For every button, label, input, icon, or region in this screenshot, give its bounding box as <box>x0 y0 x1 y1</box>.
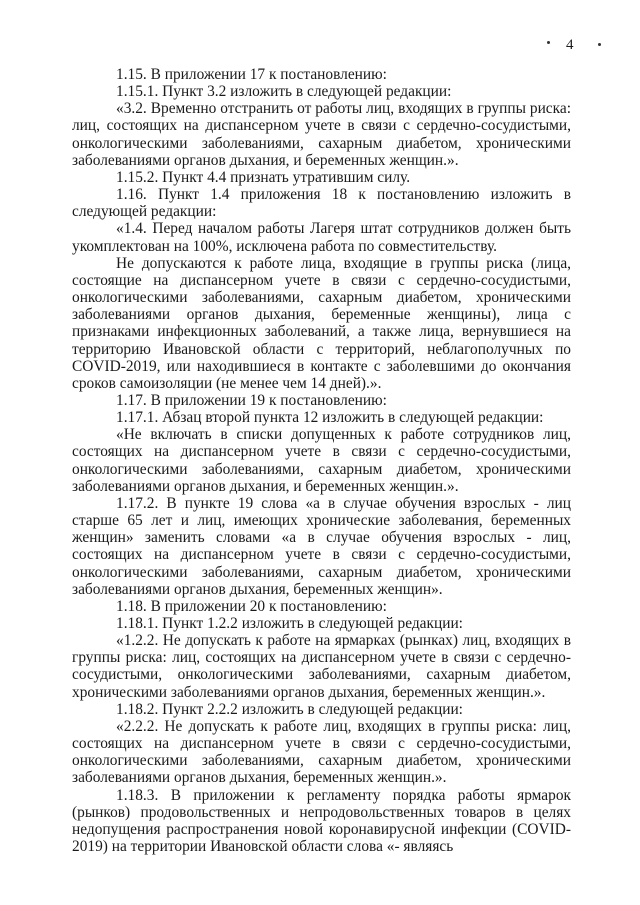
paragraph: «2.2.2. Не допускать к работе лиц, входящих в группы риска: лиц, состоящих на диспансерном учете в связи с сердечно-сосудистыми, онкологическими заболеваниями, сахарным диабетом, хроническими заболеваниями органов дыхания, беременных женщин.». <box>72 717 571 787</box>
paragraph: 1.18.1. Пункт 1.2.2 изложить в следующей редакции: <box>116 615 463 632</box>
paragraph: 1.15.1. Пункт 3.2 изложить в следующей редакции: <box>116 83 452 101</box>
paragraph: 1.15.2. Пункт 4.4 признать утратившим силу. <box>116 168 411 186</box>
paragraph: «Не включать в списки допущенных к работе сотрудников лиц, состоящих на диспансерном учете в связи с сердечно-сосудистыми, онкологическими заболеваниями, сахарным диабетом, хроническими заболеваниями органов дыхания, и беременных женщин.». <box>72 426 571 495</box>
paragraph: 1.15. В приложении 17 к постановлению: <box>116 66 387 83</box>
paragraph: Не допускаются к работе лица, входящие в группы риска (лица, состоящие на диспансерном учете в связи с сердечно-сосудистыми, онкологическими заболеваниями, сахарным диабетом, хроническими заболеваниями органов дыхания, беременные женщины), лица с признаками инфекционных заболеваний, а также лица, вернувшиеся на территорию Ивановской области с территорий, неблагополучных по COVID-2019, или находившиеся в контакте с заболевшими до окончания сроков самоизоляции (не менее чем 14 дней).». <box>72 254 571 392</box>
paragraph: 1.18.3. В приложении к регламенту порядка работы ярмарок (рынков) продовольственных и непродовольственных товаров в целях недопущения распространения новой коронавирусной инфекции (COVID-2019) на территории Ивановской области слова «- являясь <box>72 786 571 856</box>
paragraph: «1.2.2. Не допускать к работе на ярмарках (рынках) лиц, входящих в группы риска: лиц, состоящих на диспансерном учете в связи с сердечно-сосудистыми, онкологическими заболеваниями, сахарным диабетом, хроническими заболеваниями органов дыхания, беременных женщин.». <box>72 632 571 701</box>
paragraph: «1.4. Перед началом работы Лагеря штат сотрудников должен быть укомплектован на 100%, исключена работа по совместительству. <box>72 220 571 255</box>
scan-mark-left <box>547 41 550 44</box>
paragraph: 1.17.2. В пункте 19 слова «а в случае обучения взрослых - лиц старше 65 лет и лиц, имеющих хронические заболевания, беременных женщин» заменить словами «а в случае обучения взрослых - лиц, состоящих на диспансерном учете в связи с сердечно-сосудистыми, онкологическими заболеваниями, сахарным диабетом, хроническими заболеваниями органов дыхания, беременных женщин». <box>72 494 571 598</box>
scan-mark-right <box>598 43 601 46</box>
paragraph: 1.18.2. Пункт 2.2.2 изложить в следующей редакции: <box>116 700 463 718</box>
page-number: 4 <box>566 37 574 53</box>
paragraph: 1.17.1. Абзац второй пункта 12 изложить в следующей редакции: <box>116 409 544 427</box>
document-body <box>72 66 571 855</box>
paragraph: 1.16. Пункт 1.4 приложения 18 к постановлению изложить в следующей редакции: <box>72 186 571 221</box>
paragraph: «3.2. Временно отстранить от работы лиц, входящих в группы риска: лиц, состоящих на диспансерном учете в связи с сердечно-сосудистыми, онкологическими заболеваниями, сахарным диабетом, хроническими заболеваниями органов дыхания, и беременных женщин.». <box>72 100 571 169</box>
paragraph: 1.18. В приложении 20 к постановлению: <box>116 597 387 615</box>
paragraph: 1.17. В приложении 19 к постановлению: <box>116 391 387 409</box>
